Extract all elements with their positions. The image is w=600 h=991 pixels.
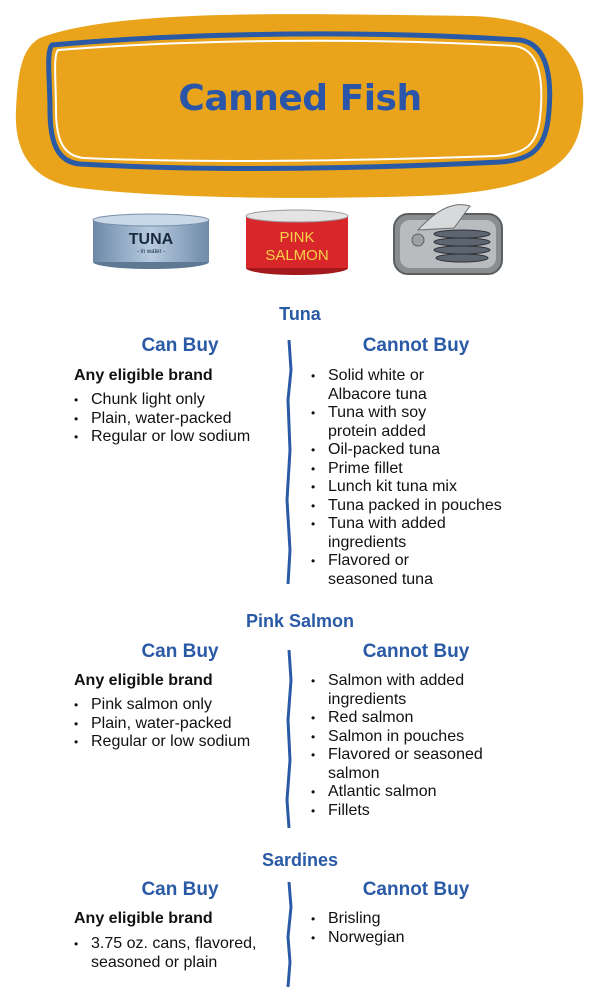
salmon-divider: [282, 650, 296, 828]
tuna-can-buy-list: [74, 391, 274, 447]
title-banner: [0, 0, 600, 205]
list-item: • Tuna packed in pouches: [311, 497, 551, 516]
list-item: • Solid white or Albacore tuna: [311, 367, 468, 404]
tuna-cannot-buy-heading: Cannot Buy: [362, 335, 470, 356]
salmon-can-label-2: SALMON: [265, 247, 329, 264]
section-title-tuna: Tuna: [279, 304, 321, 324]
tuna-cannot-buy-list: [311, 367, 551, 589]
list-item: • Fillets: [311, 802, 551, 821]
tuna-can-label: TUNA: [128, 231, 174, 248]
list-item: • Lunch kit tuna mix: [311, 478, 551, 497]
sardine-can-icon: [390, 200, 508, 280]
list-item: • Pink salmon only: [74, 696, 274, 715]
tuna-can-icon: [92, 212, 210, 270]
tuna-can-sublabel: - in water -: [136, 249, 166, 255]
page-title: Canned Fish: [178, 78, 422, 119]
list-item: • Tuna with soy protein added: [311, 404, 448, 441]
list-item: • Oil-packed tuna: [311, 441, 551, 460]
list-item: • Plain, water-packed: [74, 715, 274, 734]
list-item: • Salmon in pouches: [311, 728, 551, 747]
list-item: • Salmon with added ingredients: [311, 672, 498, 709]
list-item: • Plain, water-packed: [74, 410, 274, 429]
section-title-sardines: Sardines: [261, 850, 339, 870]
sardines-cannot-buy-list: [311, 910, 551, 947]
section-title-pink-salmon: Pink Salmon: [245, 611, 355, 631]
salmon-can-buy-list: [74, 696, 274, 752]
list-item: • 3.75 oz. cans, flavored, seasoned or plain: [74, 935, 271, 972]
list-item: • Norwegian: [311, 929, 551, 948]
salmon-can-label-1: PINK: [279, 229, 315, 246]
sardines-can-buy-heading: Can Buy: [141, 879, 219, 900]
salmon-can-buy-heading: Can Buy: [141, 641, 219, 662]
list-item: • Atlantic salmon: [311, 783, 551, 802]
list-item: • Regular or low sodium: [74, 733, 274, 752]
salmon-cannot-buy-heading: Cannot Buy: [362, 641, 470, 662]
salmon-cannot-buy-list: [311, 672, 551, 820]
salmon-brand: Any eligible brand: [74, 672, 213, 689]
list-item: • Regular or low sodium: [74, 428, 274, 447]
list-item: • Red salmon: [311, 709, 551, 728]
sardines-can-buy-list: [74, 935, 274, 972]
list-item: • Prime fillet: [311, 460, 551, 479]
list-item: • Flavored or seasoned tuna: [311, 552, 468, 589]
list-item: • Brisling: [311, 910, 551, 929]
tuna-divider: [282, 340, 296, 584]
list-item: • Tuna with added ingredients: [311, 515, 478, 552]
sardines-divider: [282, 882, 296, 987]
list-item: • Chunk light only: [74, 391, 274, 410]
salmon-can-icon: [245, 208, 349, 276]
list-item: • Flavored or seasoned salmon: [311, 746, 518, 783]
sardines-brand: Any eligible brand: [74, 910, 213, 927]
tuna-brand: Any eligible brand: [74, 367, 213, 384]
tuna-can-buy-heading: Can Buy: [141, 335, 219, 356]
sardines-cannot-buy-heading: Cannot Buy: [362, 879, 470, 900]
